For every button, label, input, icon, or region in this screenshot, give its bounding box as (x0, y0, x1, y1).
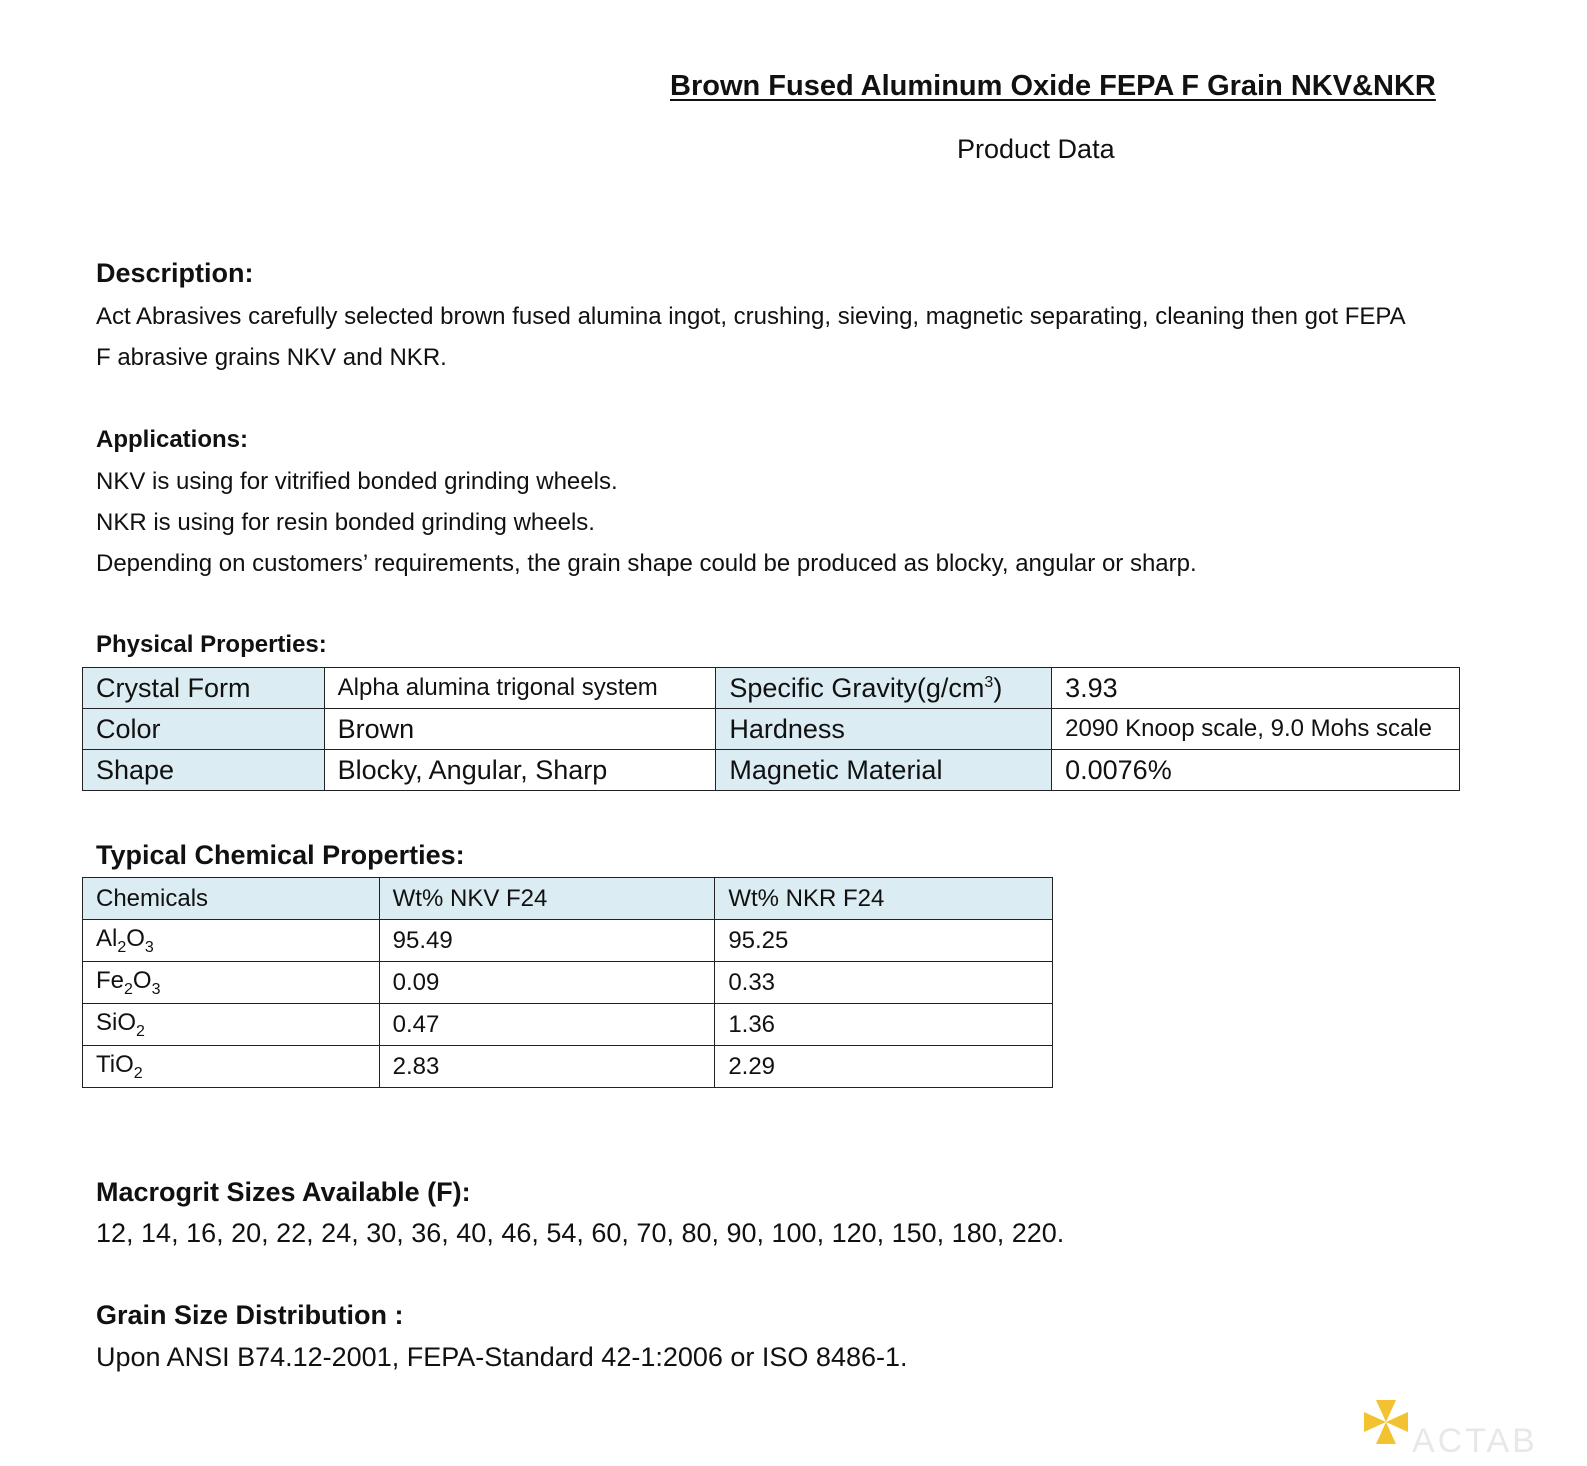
physical-properties-heading: Physical Properties: (96, 631, 327, 658)
property-label: Color (83, 709, 325, 750)
chemical-properties-table (82, 877, 1053, 1088)
formula-part: TiO (96, 1050, 134, 1078)
property-label-end: ) (993, 672, 1003, 703)
chemical-name (83, 962, 380, 1004)
formula-subscript: 2 (124, 980, 133, 998)
logo-petal (1386, 1412, 1408, 1432)
nkv-value: 2.83 (379, 1046, 715, 1088)
formula-subscript: 2 (136, 1022, 145, 1040)
property-label-text: Specific Gravity(g/cm (729, 672, 985, 703)
property-label: Hardness (716, 709, 1052, 750)
property-label: Crystal Form (83, 668, 325, 709)
table-row (83, 709, 1460, 750)
logo-mark-icon (1364, 1400, 1408, 1444)
chemical-name (83, 1046, 380, 1088)
column-header: Wt% NKR F24 (715, 878, 1053, 920)
formula-part: SiO (96, 1008, 137, 1036)
description-text (96, 296, 1406, 378)
applications-line-3: Depending on customers’ requirements, the grain shape could be produced as blocky, angular or sharp. (96, 550, 1197, 577)
property-value: Alpha alumina trigonal system (324, 668, 716, 709)
formula-subscript: 3 (144, 938, 154, 956)
logo-petal (1376, 1422, 1396, 1444)
nkv-value: 95.49 (379, 920, 715, 962)
nkr-value: 1.36 (715, 1004, 1053, 1046)
table-row (83, 750, 1460, 791)
formula-part: Fe (96, 966, 125, 994)
nkr-value: 2.29 (715, 1046, 1053, 1088)
property-label: Magnetic Material (716, 750, 1052, 791)
macrogrit-sizes: 12, 14, 16, 20, 22, 24, 30, 36, 40, 46, 54, 60, 70, 80, 90, 100, 120, 150, 180, 220. (96, 1218, 1065, 1248)
property-label: Shape (83, 750, 325, 791)
formula-subscript: 3 (151, 980, 161, 998)
macrogrit-heading: Macrogrit Sizes Available (F): (96, 1177, 471, 1207)
grain-size-text: Upon ANSI B74.12-2001, FEPA-Standard 42-1:2006 or ISO 8486-1. (96, 1342, 908, 1372)
property-value: 2090 Knoop scale, 9.0 Mohs scale (1052, 709, 1460, 750)
table-header-row (83, 878, 1053, 920)
nkr-value: 95.25 (715, 920, 1053, 962)
grain-size-heading: Grain Size Distribution : (96, 1300, 404, 1330)
column-header: Wt% NKV F24 (379, 878, 715, 920)
watermark-text: ACTAB (1412, 1422, 1538, 1460)
table-row (83, 920, 1053, 962)
description-heading: Description: (96, 258, 254, 288)
description-line-2: F abrasive grains NKV and NKR. (96, 344, 447, 371)
table-row (83, 1004, 1053, 1046)
table-row (83, 962, 1053, 1004)
document-title: Brown Fused Aluminum Oxide FEPA F Grain NKV&NKR (670, 70, 1436, 102)
property-label (716, 668, 1052, 709)
table-row (83, 1046, 1053, 1088)
formula-part: Al (96, 924, 118, 952)
property-value: Brown (324, 709, 716, 750)
applications-line-2: NKR is using for resin bonded grinding wheels. (96, 509, 595, 536)
applications-text (96, 461, 1197, 584)
applications-line-1: NKV is using for vitrified bonded grinding wheels. (96, 468, 618, 495)
chemical-properties-heading: Typical Chemical Properties: (96, 840, 465, 870)
property-label-superscript: 3 (984, 673, 994, 691)
formula-subscript: 2 (117, 938, 127, 956)
document-subtitle: Product Data (957, 134, 1115, 164)
physical-properties-table (82, 667, 1460, 791)
chemical-name (83, 1004, 380, 1046)
column-header: Chemicals (83, 878, 380, 920)
applications-heading: Applications: (96, 426, 249, 453)
nkv-value: 0.09 (379, 962, 715, 1004)
table-row (83, 668, 1460, 709)
description-line-1: Act Abrasives carefully selected brown fused alumina ingot, crushing, sieving, magnetic separating, cleaning then got FEPA (96, 303, 1406, 330)
formula-part: O (132, 966, 152, 994)
formula-subscript: 2 (133, 1064, 143, 1082)
formula-part: O (126, 924, 145, 952)
chemical-name (83, 920, 380, 962)
nkr-value: 0.33 (715, 962, 1053, 1004)
property-value: Blocky, Angular, Sharp (324, 750, 716, 791)
property-value: 0.0076% (1052, 750, 1460, 791)
logo-petal (1364, 1412, 1386, 1432)
nkv-value: 0.47 (379, 1004, 715, 1046)
logo-petal (1376, 1400, 1396, 1422)
property-value: 3.93 (1052, 668, 1460, 709)
